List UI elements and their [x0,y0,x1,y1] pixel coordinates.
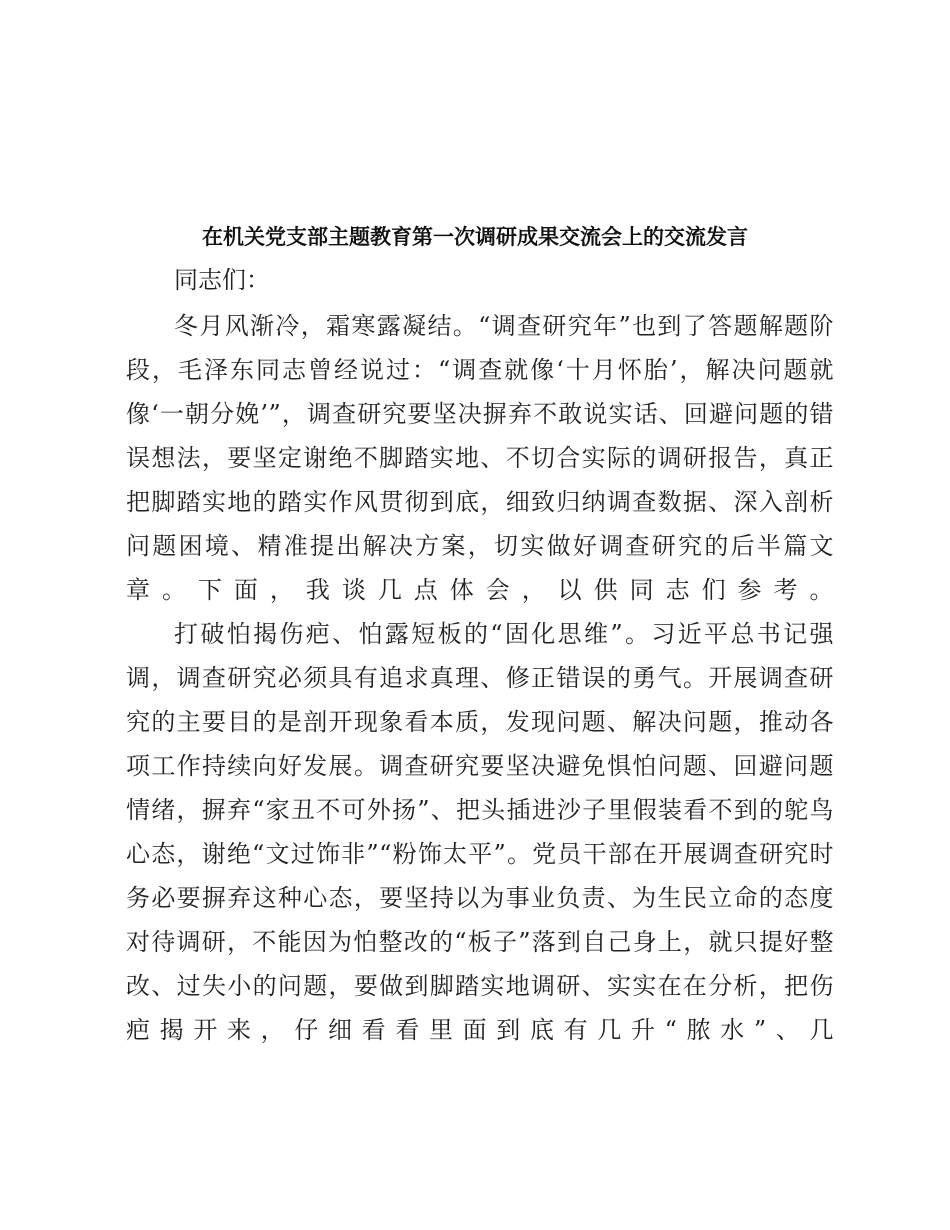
greeting-line: 同志们： [174,266,270,294]
paragraph-intro: 冬月风渐冷，霜寒露凝结。“调查研究年”也到了答题解题阶段，毛泽东同志曾经说过：“调查就像‘十月怀胎’，解决问题就像‘一朝分娩’”，调查研究要坚决摒弃不敢说实话、回避问题的错误想法，要坚定谢绝不脚踏实地、不切合实际的调研报告，真正把脚踏实地的踏实作风贯彻到底，细致归纳调查数据、深入剖析问题困境、精准提出解决方案，切实做好调查研究的后半篇文章。下面，我谈几点体会，以供同志们参考。 [126,312,834,604]
document-body [126,260,834,1052]
paragraph-point-one: 打破怕揭伤疤、怕露短板的“固化思维”。习近平总书记强调，调查研究必须具有追求真理、修正错误的勇气。开展调查研究的主要目的是剖开现象看本质，发现问题、解决问题，推动各项工作持续向好发展。调查研究要坚决避免惧怕问题、回避问题情绪，摒弃“家丑不可外扬”、把头插进沙子里假装看不到的鸵鸟心态，谢绝“文过饰非”“粉饰太平”。党员干部在开展调查研究时务必要摒弃这种心态，要坚持以为事业负责、为生民立命的态度对待调研，不能因为怕整改的“板子”落到自己身上，就只提好整改、过失小的问题，要做到脚踏实地调研、实实在在分析，把伤疤揭开来，仔细看看里面到底有几升“脓水”、几 [126,620,834,1044]
document-title: 在机关党支部主题教育第一次调研成果交流会上的交流发言 [202,224,748,249]
